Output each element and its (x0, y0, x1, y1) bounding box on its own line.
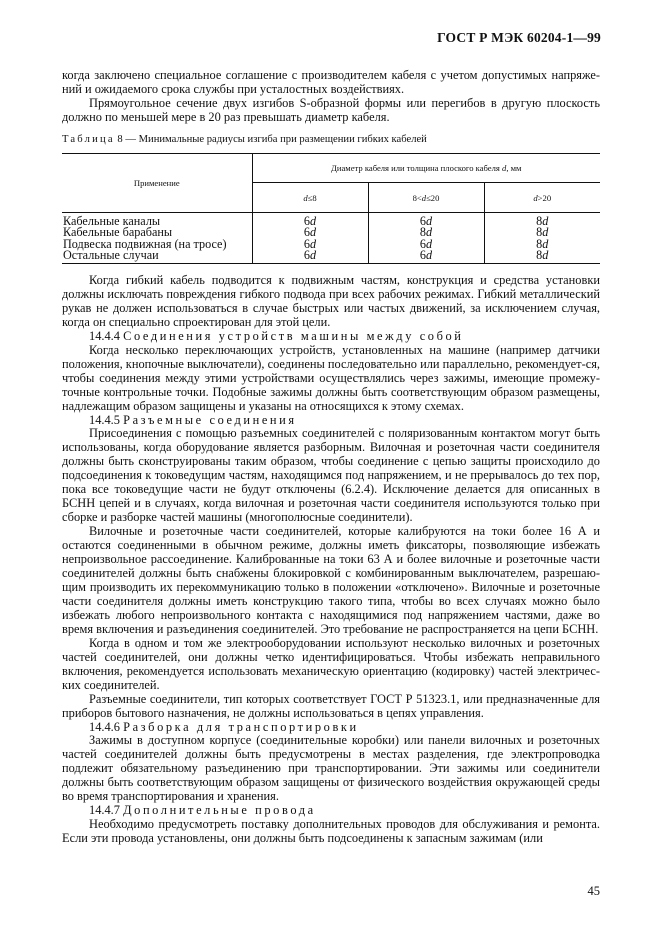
table-cell: 6d (252, 250, 368, 263)
section-heading-14-4-6: 14.4.6 Разборка для транспортировки (89, 719, 359, 734)
paragraph-continuation: когда заключено специальное соглашение с производителем кабеля с учетом допустимых напряже-ний и ожидаемого срока службы при усталостных воздействиях. (62, 68, 600, 96)
table-caption-text: 8 — Минимальные радиусы изгиба при размещении гибких кабелей (114, 134, 427, 145)
table-cell: 8d (484, 250, 600, 263)
table-cell: 8d (368, 227, 484, 238)
table-cell: 6d (252, 213, 368, 228)
paragraph-flexible-cable: Когда гибкий кабель подводится к подвижным частям, конструкция и средства установки должны исключать повреждения гибкого подвода при всех рабочих режимах. Гибкий металлический рукав не должен использоваться в случае быстрых или частых движений, за исключением случая, когда он специально спроектирован для этой цели. (62, 273, 600, 329)
paragraph-identification: Когда в одном и том же электрооборудовании используют несколько вилочных и розеточных частей соединителей, они должны четко идентифицироваться. Чтобы избежать неправильного включения, рекомендуется использовать механическую ориентацию (кодировку) частей электричес-ких соединителей. (62, 635, 600, 692)
table-row-name: Остальные случаи (62, 250, 252, 263)
table-caption-label: Таблица (62, 134, 115, 145)
paragraph-household-connectors: Разъемные соединители, тип которых соответствует ГОСТ Р 51323.1, или предназначенные для приборов бытового назначения, не должны использоваться в цепях управления. (62, 691, 600, 720)
paragraph-transport-disassembly: Зажимы в доступном корпусе (соединительные коробки) или панели вилочных и розеточных частей соединителей должны быть предусмотрены в местах разделения, где электропроводка подлежит обязательному разъединению при транспортировании. Эти зажимы или соединители должны быть соответствующим образом защищены от физического воздействия окружающей среды во время транспортирования и хранения. (62, 733, 600, 804)
paragraph-spare-wires: Необходимо предусмотреть поставку дополнительных проводов для обслуживания и ремонта. Если эти провода установлены, они должны быть подсоединены к запасным зажимам (или (62, 817, 600, 846)
table-row-name: Кабельные барабаны (63, 225, 173, 240)
table-cell: 6d (252, 227, 368, 238)
paragraph-polarized-connectors: Присоединения с помощью разъемных соединителей с поляризованным контактом могут быть использованы, когда оборудование является разборным. Вилочная и розеточная части соединителя должны быть сконструированы таким образом, чтобы соединение с цепью защиты происходило до подсоединения к токоведущим частям, находящимся под напряжением, и не прерывалось до тех пор, пока все токоведущие части не будут отключены (6.2.4). Исключение делается для описанных в БСНН цепей и в случаях, когда вилочная и розеточная части соединителя используются только при сборке и разборке частей машины (многополюсные соединители). (62, 426, 600, 525)
page-number: 45 (587, 884, 600, 898)
table-header-range-2: 8<d≤20 (368, 183, 484, 213)
paragraph-switch-connections: Когда несколько переключающих устройств, установленных на машине (например датчики положения, кнопочные выключатели), соединены последовательно или параллельно, рекомендует-ся, чтобы соединения между этими устройствами осуществлялись через зажимы, имеющие промежу-точные контрольные точки. Подобные зажимы должны быть соответствующим образом размещены, надлежащим образом защищены и указаны на относящихся к этому схемах. (62, 342, 600, 413)
table-cell: 8d (484, 239, 600, 250)
intro-text (62, 69, 600, 125)
section-heading-14-4-7: 14.4.7 Дополнительные провода (89, 803, 316, 818)
paragraph-current-ratings: Вилочные и розеточные части соединителей, которые калибруются на токи более 16 А и остаются соединенными в обычном режиме, должны иметь фиксаторы, позволяющие избежать непроизвольное рассоединение. Калиброванные на токи 63 А и более вилочные и розеточные части соединителей должны быть снабжены блокировкой с комбинированным выключателем, разрешаю-щим производить их перекоммуникацию только в положении «отключено». Вилочные и розеточные части соединителя должны иметь конструкцию такого типа, чтобы во всех случаях можно было избежать любого непроизвольного контакта с находящимися под напряжением частями, даже во время включения и разъединения соединителей. Это требование не распространяется на цепи БСНН. (62, 524, 600, 636)
section-heading-14-4-4: 14.4.4 Соединения устройств машины между собой (89, 328, 464, 343)
paragraph-rect-section: Прямоугольное сечение двух изгибов S-образной формы или перегибов в другую плоскость должно по меньшей мере в 20 раз превышать диаметр кабеля. (62, 95, 600, 124)
section-heading-14-4-5: 14.4.5 Разъемные соединения (89, 412, 297, 427)
body-text (62, 274, 600, 846)
table-header-application: Применение (62, 154, 252, 213)
table-cell: 6d (368, 250, 484, 263)
table-row-name: Кабельные каналы (63, 214, 161, 228)
table-cell: 6d (252, 239, 368, 250)
table-header-diameter: Диаметр кабеля или толщина плоского кабеля d, мм (252, 154, 600, 183)
table-row-name: Подвеска подвижная (на тросе) (63, 236, 227, 251)
standard-header: ГОСТ Р МЭК 60204-1—99 (437, 30, 601, 45)
bend-radius-table (62, 153, 600, 264)
table-header-range-1: d≤8 (252, 183, 368, 213)
table-cell: 8d (484, 227, 600, 238)
table-header-range-3: d>20 (484, 183, 600, 213)
table-cell: 6d (368, 239, 484, 250)
table-cell: 6d (368, 213, 484, 228)
table-cell: 8d (484, 213, 600, 228)
table-caption (62, 134, 600, 145)
